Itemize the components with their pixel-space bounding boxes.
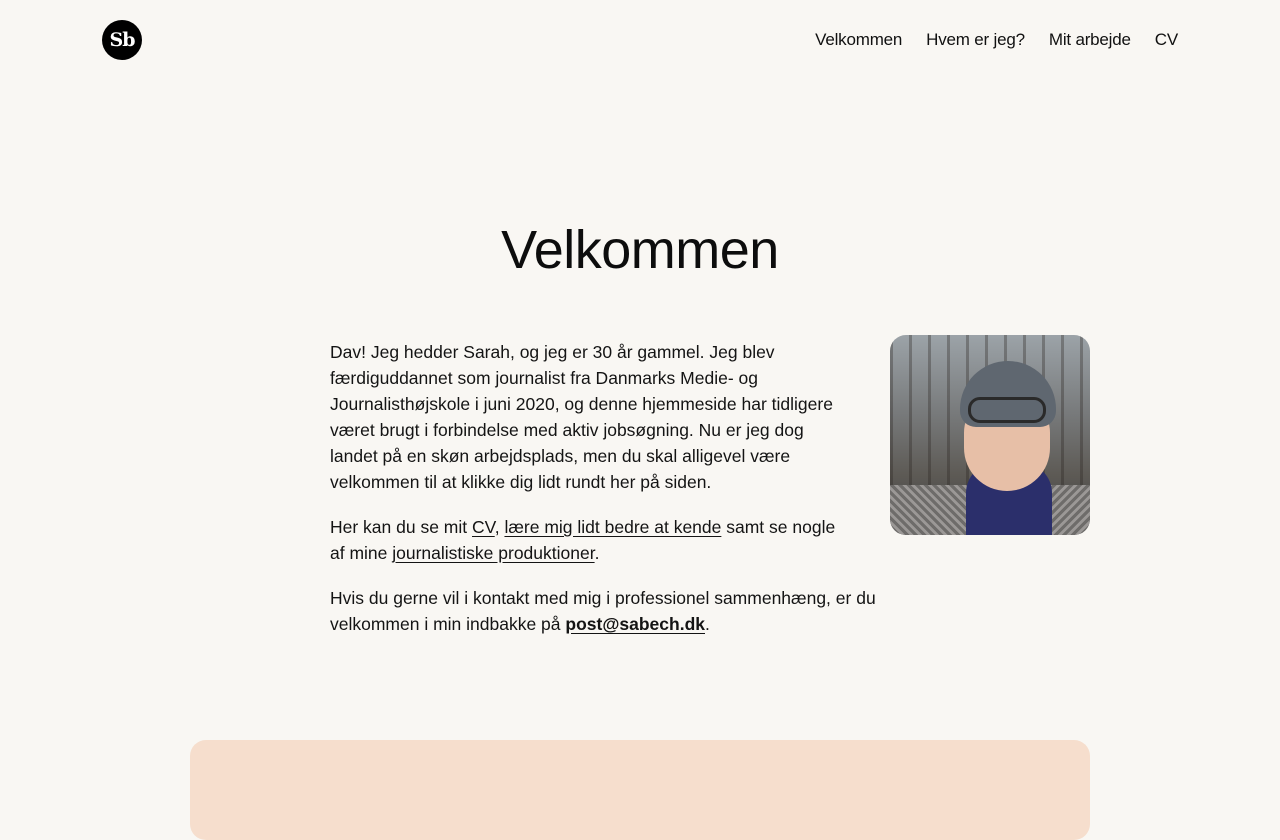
links-middle: samt se nogle af mine [330, 517, 836, 563]
intro-content [330, 339, 960, 656]
logo[interactable]: Sb [102, 20, 142, 60]
contact-paragraph [330, 585, 960, 637]
nav-item-hvem-er-jeg[interactable]: Hvem er jeg? [926, 30, 1025, 49]
nav-item-mit-arbejde[interactable]: Mit arbejde [1048, 30, 1131, 49]
nav-item-cv[interactable]: CV [1154, 30, 1178, 49]
nav-item-velkommen[interactable]: Velkommen [815, 30, 903, 49]
links-paragraph [330, 514, 960, 566]
contact-suffix: . [705, 614, 710, 634]
email-link[interactable]: post@sabech.dk [565, 614, 705, 634]
profile-photo [890, 335, 1090, 535]
photo-glasses [968, 397, 1046, 423]
footer-card [190, 740, 1090, 840]
main-nav [815, 28, 1178, 52]
page-title: Velkommen [501, 220, 779, 280]
cv-link[interactable]: CV [472, 517, 495, 537]
contact-prefix: Hvis du gerne vil i kontakt med mig i professionel sammenhæng, er du velkommen i min indbakke på [330, 588, 876, 634]
links-separator: , [494, 517, 505, 537]
links-suffix: . [594, 543, 600, 563]
links-prefix: Her kan du se mit [330, 517, 472, 537]
intro-paragraph: Dav! Jeg hedder Sarah, og jeg er 30 år gammel. Jeg blev færdiguddannet som journalist fra Danmarks Medie- og Journalisthøjskole i juni 2020, og denne hjemmeside har tidligere været brugt i forbindelse med aktiv jobsøgning. Nu er jeg dog landet på en skøn arbejdsplads, men du skal alligevel være velkommen til at klikke dig lidt rundt her på siden. [330, 342, 833, 492]
about-link[interactable]: lære mig lidt bedre at kende [504, 517, 722, 537]
work-link[interactable]: journalistiske produktioner [392, 543, 595, 563]
